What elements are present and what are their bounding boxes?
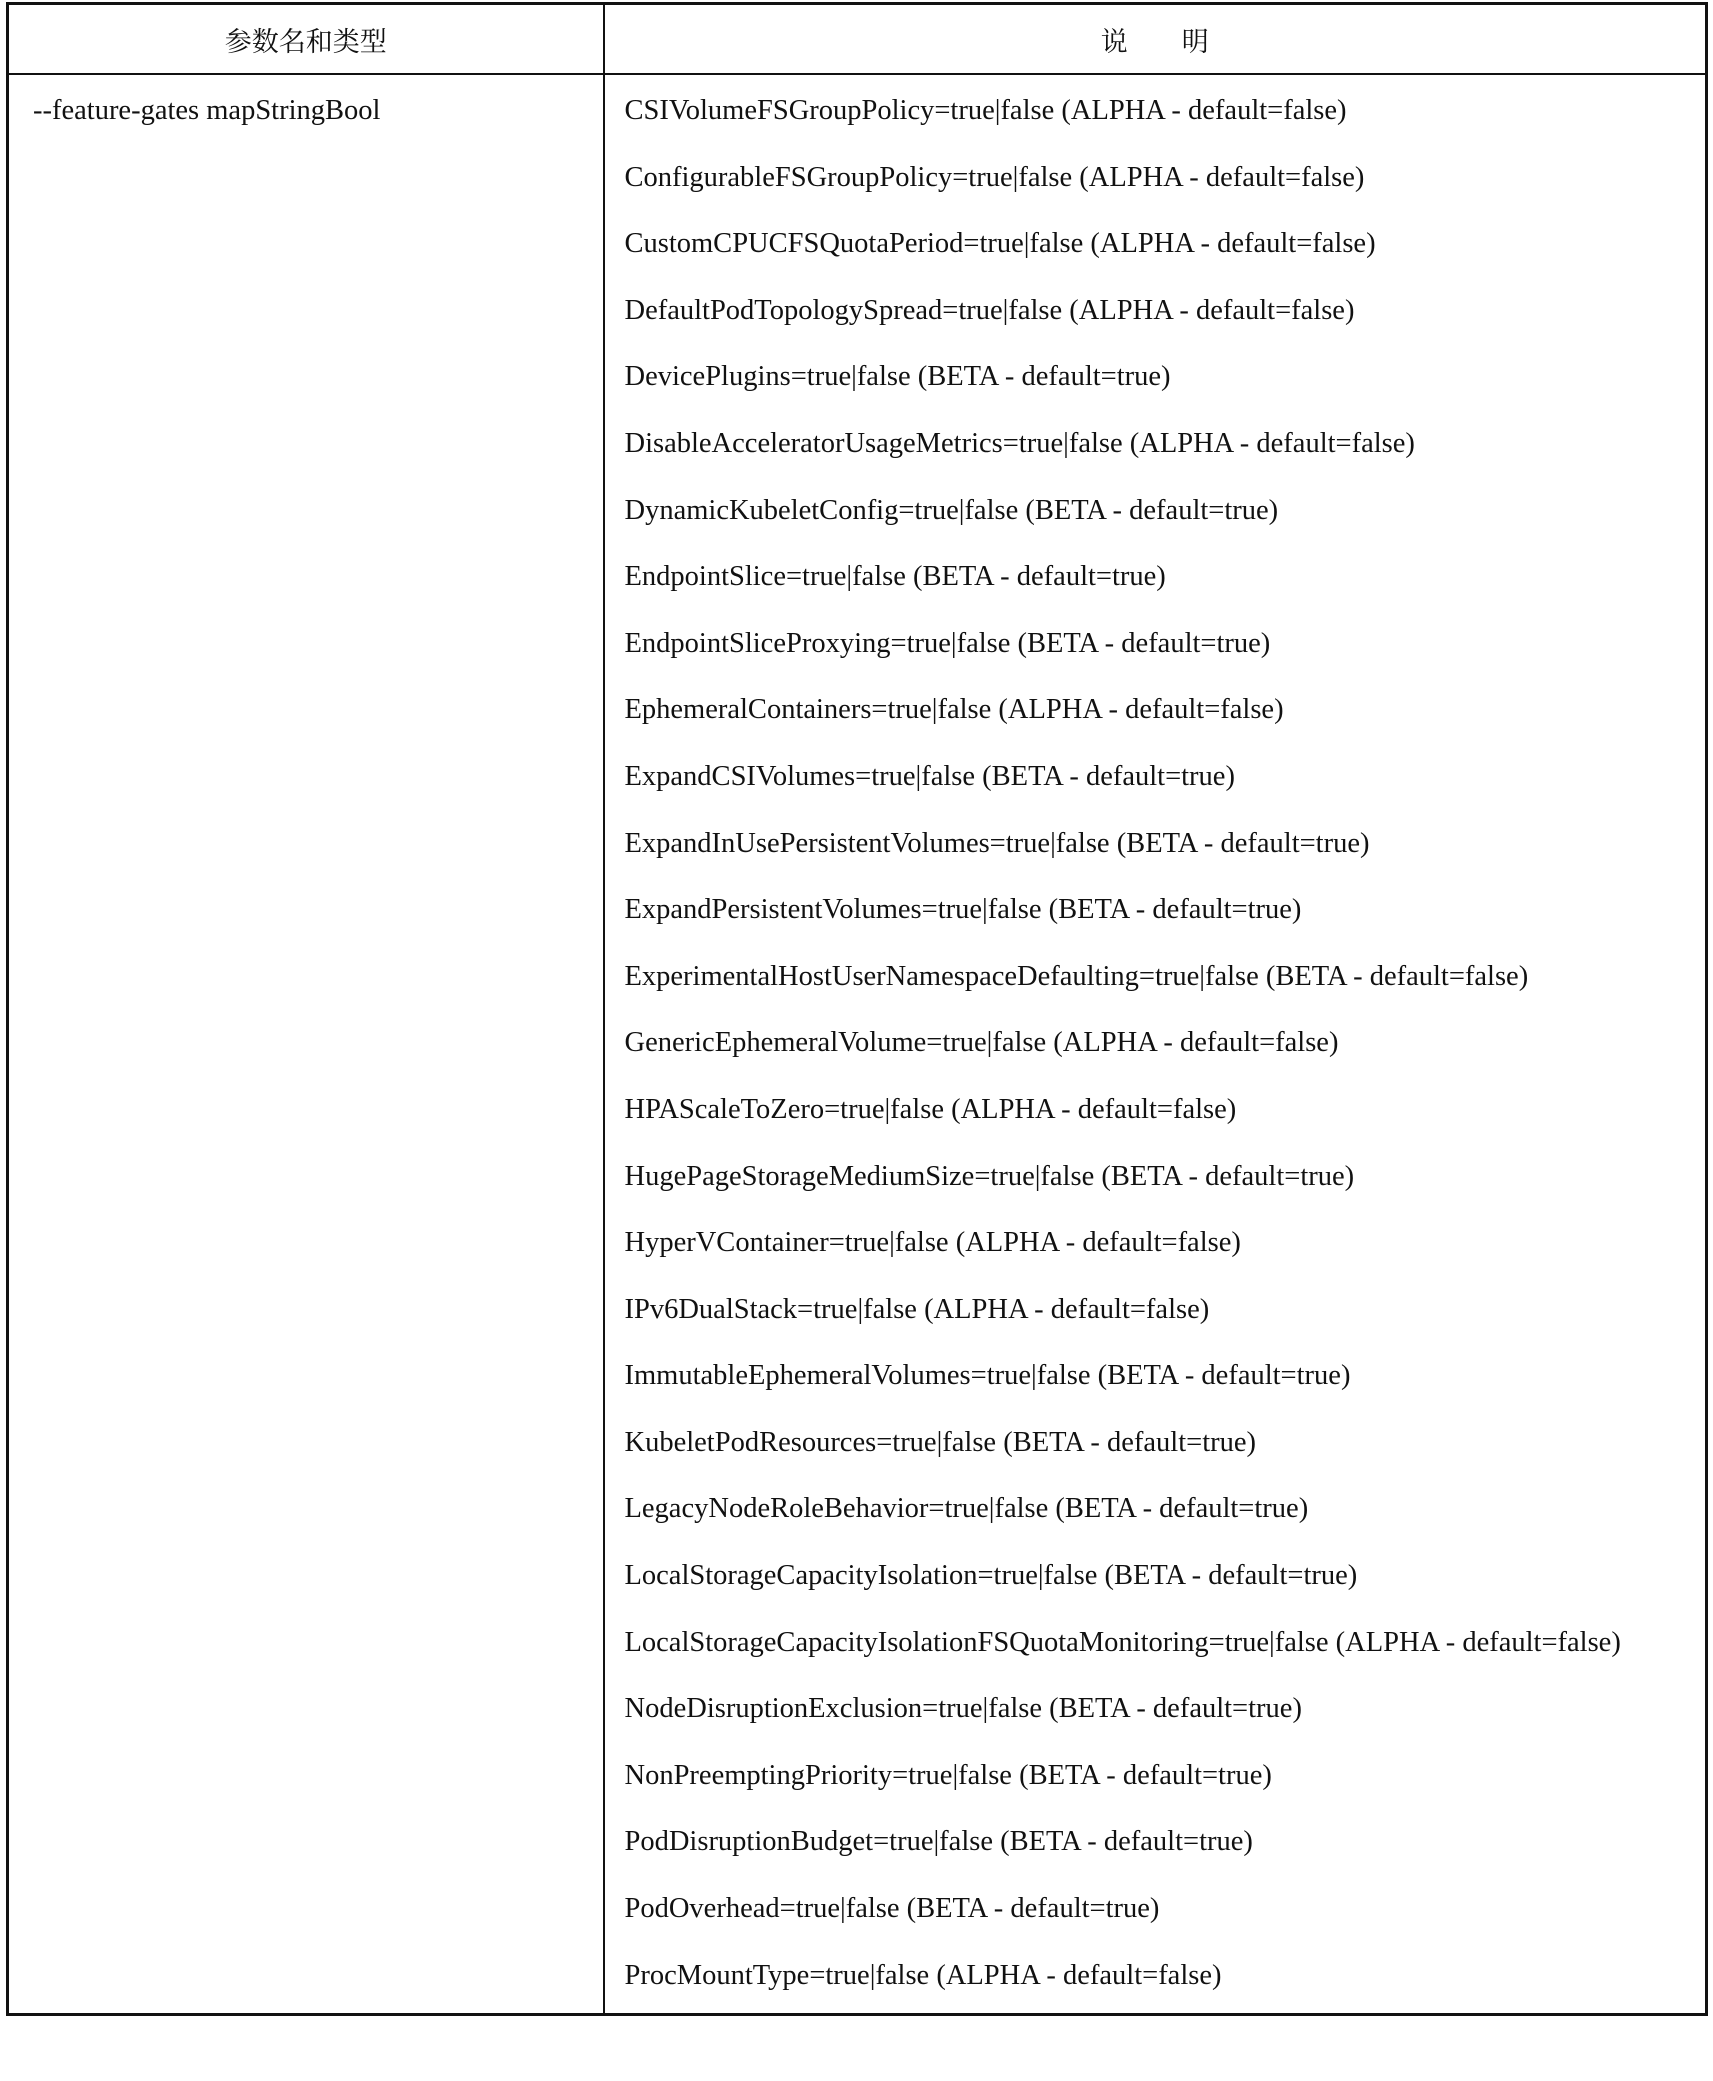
feature-gate-item: LegacyNodeRoleBehavior=true|false (BETA - default=true) <box>624 1493 1309 1525</box>
table-header-row <box>8 4 1707 75</box>
feature-gate-item: ProcMountType=true|false (ALPHA - default=false) <box>624 1959 1222 1991</box>
feature-gate-item: ConfigurableFSGroupPolicy=true|false (ALPHA - default=false) <box>624 161 1365 193</box>
feature-gate-item: DisableAcceleratorUsageMetrics=true|false (ALPHA - default=false) <box>624 427 1415 459</box>
header-description: 说 明 <box>604 4 1707 75</box>
feature-gate-item: DevicePlugins=true|false (BETA - default=true) <box>624 361 1171 393</box>
description-cell <box>604 74 1707 2015</box>
feature-gate-item: ExpandPersistentVolumes=true|false (BETA - default=true) <box>624 894 1302 926</box>
feature-gate-item: HugePageStorageMediumSize=true|false (BETA - default=true) <box>624 1160 1355 1192</box>
feature-gate-item: LocalStorageCapacityIsolation=true|false (BETA - default=true) <box>624 1560 1358 1592</box>
header-param-name-type: 参数名和类型 <box>8 4 604 75</box>
feature-gate-item: ExperimentalHostUserNamespaceDefaulting=true|false (BETA - default=false) <box>624 960 1529 992</box>
feature-gate-item: GenericEphemeralVolume=true|false (ALPHA - default=false) <box>624 1027 1339 1059</box>
feature-gate-item: DynamicKubeletConfig=true|false (BETA - default=true) <box>624 494 1279 526</box>
feature-gate-item: PodOverhead=true|false (BETA - default=true) <box>624 1893 1160 1925</box>
feature-gate-item: ImmutableEphemeralVolumes=true|false (BETA - default=true) <box>624 1360 1351 1392</box>
feature-gate-item: CustomCPUCFSQuotaPeriod=true|false (ALPHA - default=false) <box>624 228 1376 260</box>
feature-gate-item: HPAScaleToZero=true|false (ALPHA - default=false) <box>624 1093 1237 1125</box>
feature-gate-item: PodDisruptionBudget=true|false (BETA - default=true) <box>624 1826 1253 1858</box>
feature-gate-item: EndpointSlice=true|false (BETA - default=true) <box>624 561 1166 593</box>
feature-gate-item: ExpandCSIVolumes=true|false (BETA - default=true) <box>624 760 1235 792</box>
feature-gate-item: NodeDisruptionExclusion=true|false (BETA - default=true) <box>624 1693 1302 1725</box>
feature-gate-item: KubeletPodResources=true|false (BETA - default=true) <box>624 1426 1256 1458</box>
param-cell: --feature-gates mapStringBool <box>8 74 604 2015</box>
feature-gate-item: IPv6DualStack=true|false (ALPHA - default=false) <box>624 1293 1210 1325</box>
feature-gate-item: EndpointSliceProxying=true|false (BETA - default=true) <box>624 627 1271 659</box>
parameter-table <box>6 2 1708 2016</box>
feature-gate-item: HyperVContainer=true|false (ALPHA - default=false) <box>624 1227 1241 1259</box>
table-row <box>8 74 1707 2015</box>
feature-gate-item: LocalStorageCapacityIsolationFSQuotaMonitoring=true|false (ALPHA - default=false) <box>624 1626 1621 1658</box>
feature-gate-item: CSIVolumeFSGroupPolicy=true|false (ALPHA - default=false) <box>624 95 1347 126</box>
feature-gate-item: ExpandInUsePersistentVolumes=true|false (BETA - default=true) <box>624 827 1370 859</box>
feature-gate-item: NonPreemptingPriority=true|false (BETA - default=true) <box>624 1759 1272 1791</box>
feature-gate-item: DefaultPodTopologySpread=true|false (ALPHA - default=false) <box>624 294 1355 326</box>
feature-gate-item: EphemeralContainers=true|false (ALPHA - default=false) <box>624 694 1284 726</box>
